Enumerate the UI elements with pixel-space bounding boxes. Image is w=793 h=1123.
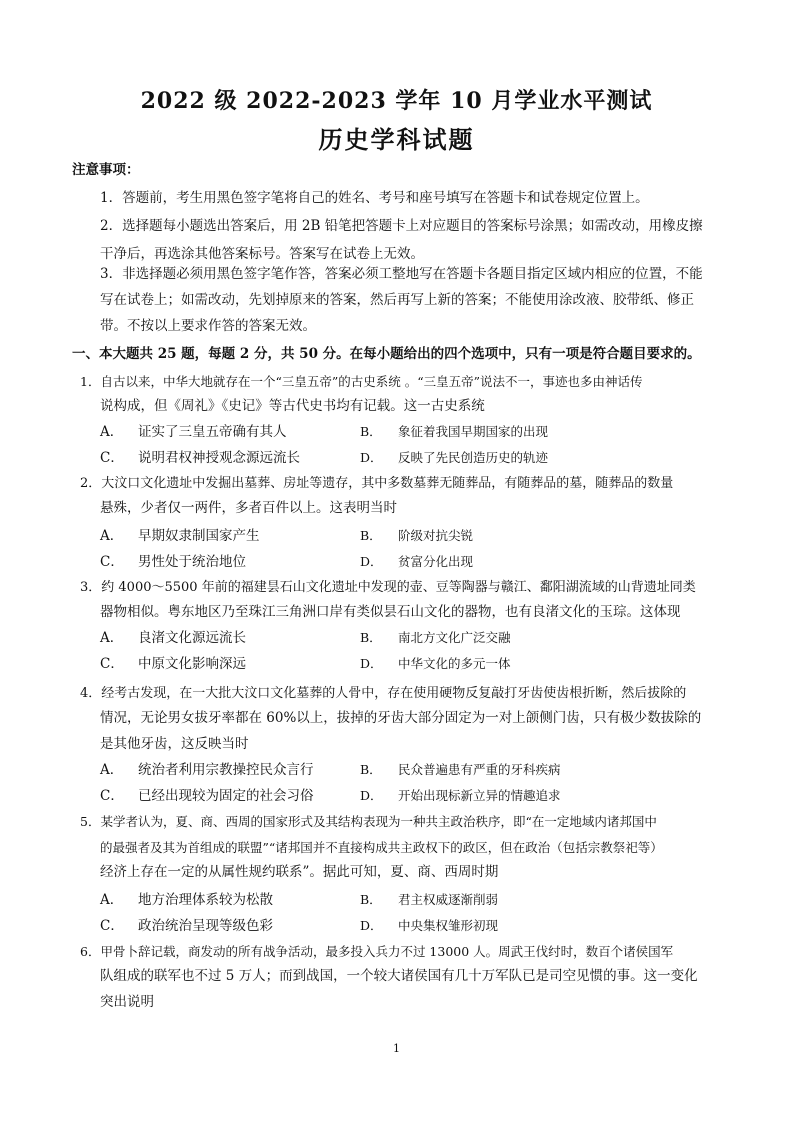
option-letter: A． (100, 892, 124, 908)
option-text: 早期奴隶制国家产生 (138, 528, 260, 544)
option-text: 中原文化影响深远 (138, 656, 246, 672)
option-letter: C． (100, 918, 124, 934)
question-line: 3．约 4000～5500 年前的福建昙石山文化遗址中发现的壶、豆等陶器与赣江、鄱阳湖流域的山背遗址同类 (80, 580, 696, 595)
option-letter: D． (360, 918, 383, 933)
notice-heading: 注意事项： (72, 162, 140, 178)
notice-line: 带。不按以上要求作答的答案无效。 (100, 318, 316, 334)
option-a (100, 760, 314, 780)
option-c (100, 786, 314, 806)
option-b (360, 628, 511, 648)
option-text: 阶级对抗尖锐 (398, 528, 474, 543)
question-line: 悬殊，少者仅一两件，多者百件以上。这表明当时 (100, 500, 397, 516)
option-letter: C． (100, 788, 124, 804)
option-text: 象征着我国早期国家的出现 (398, 424, 549, 439)
option-letter: B． (360, 762, 382, 777)
option-letter: B． (360, 528, 382, 543)
option-letter: D． (360, 656, 383, 671)
option-a (100, 628, 246, 648)
option-letter: A． (100, 528, 124, 544)
option-b (360, 526, 473, 546)
option-a (100, 526, 260, 546)
question-line: 队组成的联军也不过 5 万人；而到战国，一个较大诸侯国有几十万军队已是司空见惯的事。这一变化 (100, 968, 698, 984)
option-letter: B． (360, 424, 382, 439)
option-a (100, 422, 287, 442)
option-letter: C． (100, 450, 124, 466)
exam-title: 2022 级 2022-2023 学年 10 月学业水平测试 (140, 88, 653, 114)
option-b (360, 890, 498, 910)
question-line: 5．某学者认为，夏、商、西周的国家形式及其结构表现为一种共主政治秩序，即“在一定地域内诸邦国中 (80, 814, 657, 829)
option-text: 男性处于统治地位 (138, 554, 246, 570)
option-text: 开始出现标新立异的情趣追求 (398, 788, 561, 803)
option-text: 已经出现较为固定的社会习俗 (138, 788, 314, 804)
question-line: 说构成，但《周礼》《史记》等古代史书均有记载。这一古史系统 (100, 398, 485, 414)
option-letter: C． (100, 554, 124, 570)
option-text: 统治者利用宗教操控民众言行 (138, 762, 314, 778)
page-number: 1 (393, 1042, 400, 1055)
question-line: 4．经考古发现，在一大批大汶口文化墓葬的人骨中，存在使用硬物反复敲打牙齿使齿根折断，然后拔除的 (80, 686, 687, 701)
option-b (360, 422, 548, 442)
option-letter: A． (100, 762, 124, 778)
option-d (360, 448, 548, 468)
question-line: 6．甲骨卜辞记载，商发动的所有战争活动，最多投入兵力不过 13000 人。周武王伐纣时，数百个诸侯国军 (80, 944, 674, 959)
option-text: 南北方文化广泛交融 (398, 630, 511, 645)
notice-line: 干净后，再选涂其他答案标号。答案写在试卷上无效。 (100, 246, 424, 262)
option-letter: A． (100, 424, 124, 440)
option-text: 政治统治呈现等级色彩 (138, 918, 273, 934)
exam-subtitle: 历史学科试题 (318, 125, 475, 154)
question-line: 器物相似。粤东地区乃至珠江三角洲口岸有类似昙石山文化的器物，也有良渚文化的玉琮。这体现 (100, 604, 681, 620)
option-text: 中华文化的多元一体 (398, 656, 511, 671)
option-letter: B． (360, 892, 382, 907)
section-heading: 一、本大题共 25 题，每题 2 分，共 50 分。在每小题给出的四个选项中，只有一项是符合题目要求的。 (72, 346, 701, 362)
notice-line: 写在试卷上；如需改动，先划掉原来的答案，然后再写上新的答案；不能使用涂改液、胶带纸、修正 (100, 292, 694, 308)
option-b (360, 760, 561, 780)
option-letter: D． (360, 788, 383, 803)
option-text: 贫富分化出现 (398, 554, 474, 569)
option-a (100, 890, 273, 910)
question-line: 突出说明 (100, 994, 154, 1010)
option-text: 反映了先民创造历史的轨迹 (398, 450, 549, 465)
option-text: 证实了三皇五帝确有其人 (138, 424, 287, 440)
question-line: 2．大汶口文化遗址中发掘出墓葬、房址等遗存，其中多数墓葬无随葬品，有随葬品的墓，随葬品的数量 (80, 476, 674, 491)
option-text: 民众普遍患有严重的牙科疾病 (398, 762, 561, 777)
option-c (100, 916, 273, 936)
option-letter: D． (360, 450, 383, 465)
option-c (100, 654, 246, 674)
option-text: 中央集权雏形初现 (398, 918, 499, 933)
option-text: 说明君权神授观念源远流长 (138, 450, 300, 466)
question-line: 经济上存在一定的从属性规约联系”。据此可知，夏、商、西周时期 (100, 864, 499, 880)
option-d (360, 654, 511, 674)
option-text: 君主权威逐渐削弱 (398, 892, 499, 907)
option-letter: B． (360, 630, 382, 645)
question-line: 情况，无论男女拔牙率都在 60%以上，拔掉的牙齿大部分固定为一对上颌侧门齿，只有极少数拔除的 (100, 710, 702, 726)
option-text: 地方治理体系较为松散 (138, 892, 273, 908)
option-c (100, 552, 246, 572)
question-line: 1．自古以来，中华大地就存在一个“三皇五帝”的古史系统 。“三皇五帝”说法不一，事迹也多由神话传 (80, 374, 643, 389)
notice-line: 3．非选择题必须用黑色签字笔作答，答案必须工整地写在答题卡各题目指定区域内相应的位置，不能 (100, 266, 703, 282)
option-letter: C． (100, 656, 124, 672)
option-letter: A． (100, 630, 124, 646)
option-text: 良渚文化源远流长 (138, 630, 246, 646)
question-line: 是其他牙齿，这反映当时 (100, 736, 249, 752)
question-line: 的最强者及其为首组成的联盟”“诸邦国并不直接构成共主政权下的政区，但在政治（包括宗教祭祀等） (100, 840, 663, 855)
option-d (360, 552, 473, 572)
option-c (100, 448, 300, 468)
notice-line: 1．答题前，考生用黑色签字笔将自己的姓名、考号和座号填写在答题卡和试卷规定位置上。 (100, 190, 649, 206)
notice-line: 2．选择题每小题选出答案后，用 2B 铅笔把答题卡上对应题目的答案标号涂黑；如需改动，用橡皮擦 (100, 218, 703, 234)
option-d (360, 786, 561, 806)
option-letter: D． (360, 554, 383, 569)
option-d (360, 916, 498, 936)
